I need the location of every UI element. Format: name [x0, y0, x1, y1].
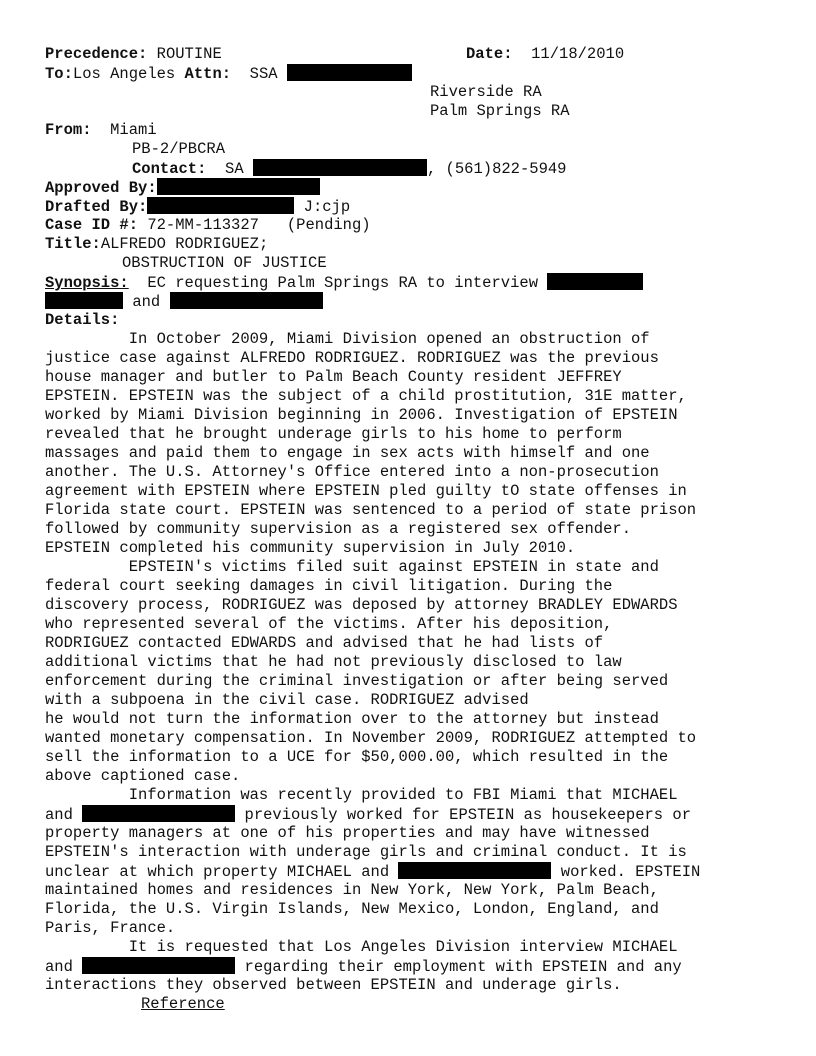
drafted-label: Drafted By:	[45, 198, 148, 216]
body-line: Florida, the U.S. Virgin Islands, New Mexico, London, England, and	[45, 900, 659, 918]
body-line: worked by Miami Division beginning in 2006. Investigation of EPSTEIN	[45, 406, 678, 424]
body-text: worked. EPSTEIN	[560, 863, 701, 881]
body-line: Information was recently provided to FBI Miami that MICHAEL	[45, 786, 678, 804]
from-value: Miami	[110, 121, 157, 139]
redaction-contact	[253, 159, 427, 176]
approved-line	[45, 178, 320, 197]
body-line: wanted monetary compensation. In November 2009, RODRIGUEZ attempted to	[45, 729, 697, 747]
case-id: 72-MM-113327	[147, 216, 259, 234]
precedence-value: ROUTINE	[156, 45, 222, 63]
contact-phone: , (561)822-5949	[426, 160, 567, 178]
body-text: and	[45, 958, 73, 976]
from-line	[45, 121, 157, 140]
reference-heading: Reference	[141, 995, 225, 1013]
redaction-synopsis-1	[547, 273, 643, 290]
title-value-2: OBSTRUCTION OF JUSTICE	[122, 254, 327, 272]
redaction-synopsis-3	[170, 292, 323, 309]
contact-prefix: SA	[225, 160, 244, 178]
body-text: and	[45, 806, 73, 824]
contact-label: Contact:	[132, 160, 207, 178]
attn-riverside: Riverside RA	[430, 83, 542, 101]
title-label: Title:	[45, 235, 101, 253]
body-line: agreement with EPSTEIN where EPSTEIN pled guilty tO state offenses in	[45, 482, 687, 500]
body-line	[45, 805, 691, 824]
body-line: RODRIGUEZ contacted EDWARDS and advised that he had lists of	[45, 634, 604, 652]
redaction-synopsis-2	[45, 292, 123, 309]
body-text: regarding their employment with EPSTEIN and any	[244, 958, 682, 976]
body-line: property managers at one of his properties and may have witnessed	[45, 824, 650, 842]
body-line: federal court seeking damages in civil litigation. During the	[45, 577, 613, 595]
title-line	[45, 235, 268, 254]
body-line: enforcement during the criminal investigation or after being served	[45, 672, 669, 690]
case-status: (Pending)	[286, 216, 371, 234]
body-line: discovery process, RODRIGUEZ was deposed by attorney BRADLEY EDWARDS	[45, 596, 678, 614]
from-label: From:	[45, 121, 92, 139]
precedence-line	[45, 45, 222, 64]
attn-label: Attn:	[184, 65, 232, 83]
date-value: 11/18/2010	[531, 45, 625, 63]
redaction-body-1	[82, 805, 235, 822]
contact-line	[132, 159, 566, 178]
body-line	[45, 862, 700, 881]
from-unit: PB-2/PBCRA	[132, 140, 226, 158]
body-line: sell the information to a UCE for $50,000.00, which resulted in the	[45, 748, 669, 766]
date-line	[466, 45, 624, 64]
date-label: Date:	[466, 45, 513, 63]
approved-label: Approved By:	[45, 179, 157, 197]
body-line: with a subpoena in the civil case. RODRIGUEZ advised	[45, 691, 529, 709]
redaction-body-3	[82, 957, 235, 974]
body-line: In October 2009, Miami Division opened an obstruction of	[45, 330, 650, 348]
redaction-body-2	[398, 862, 551, 879]
case-line	[45, 216, 371, 235]
body-line: revealed that he brought underage girls to his home to perform	[45, 425, 622, 443]
redaction-attn	[287, 64, 412, 81]
drafted-line	[45, 197, 350, 216]
body-line: EPSTEIN. EPSTEIN was the subject of a child prostitution, 31E matter,	[45, 387, 687, 405]
attn-value: SSA	[249, 65, 278, 83]
drafted-suffix: J:cjp	[303, 198, 351, 216]
body-line	[45, 957, 682, 976]
body-text: unclear at which property MICHAEL and	[45, 863, 390, 881]
body-text: previously worked for EPSTEIN as housekeepers or	[244, 806, 692, 824]
body-line: It is requested that Los Angeles Division interview MICHAEL	[45, 938, 678, 956]
body-line: above captioned case.	[45, 767, 241, 785]
synopsis-line-2	[45, 292, 323, 311]
body-line: Florida state court. EPSTEIN was sentenced to a period of state prison	[45, 501, 697, 519]
case-label: Case ID #:	[45, 216, 139, 234]
body-line: who represented several of the victims. After his deposition,	[45, 615, 613, 633]
title-value-1: ALFREDO RODRIGUEZ;	[100, 235, 269, 253]
to-line	[45, 64, 412, 83]
synopsis-line	[45, 273, 643, 292]
attn-palm-springs: Palm Springs RA	[430, 102, 570, 120]
body-line: interactions they observed between EPSTEIN and underage girls.	[45, 976, 622, 994]
redaction-approved	[157, 178, 320, 195]
body-line: massages and paid them to engage in sex acts with himself and one	[45, 444, 650, 462]
body-line: Paris, France.	[45, 919, 176, 937]
to-value: Los Angeles	[72, 65, 176, 83]
synopsis-and: and	[132, 293, 161, 311]
body-line: EPSTEIN completed his community supervision in July 2010.	[45, 539, 576, 557]
body-line: EPSTEIN's victims filed suit against EPSTEIN in state and	[45, 558, 659, 576]
redaction-drafted	[147, 197, 294, 214]
body-line: followed by community supervision as a registered sex offender.	[45, 520, 631, 538]
precedence-label: Precedence:	[45, 45, 148, 63]
body-line: EPSTEIN's interaction with underage girls and criminal conduct. It is	[45, 843, 687, 861]
synopsis-text: EC requesting Palm Springs RA to interview	[147, 274, 538, 292]
body-line: another. The U.S. Attorney's Office entered into a non-prosecution	[45, 463, 659, 481]
body-line: justice case against ALFREDO RODRIGUEZ. RODRIGUEZ was the previous	[45, 349, 659, 367]
body-line: house manager and butler to Palm Beach County resident JEFFREY	[45, 368, 622, 386]
body-line: additional victims that he had not previously disclosed to law	[45, 653, 622, 671]
body-line: he would not turn the information over to the attorney but instead	[45, 710, 659, 728]
details-label: Details:	[45, 311, 120, 329]
body-line: maintained homes and residences in New York, New York, Palm Beach,	[45, 881, 659, 899]
to-label: To:	[45, 65, 73, 83]
synopsis-label: Synopsis:	[45, 274, 129, 292]
